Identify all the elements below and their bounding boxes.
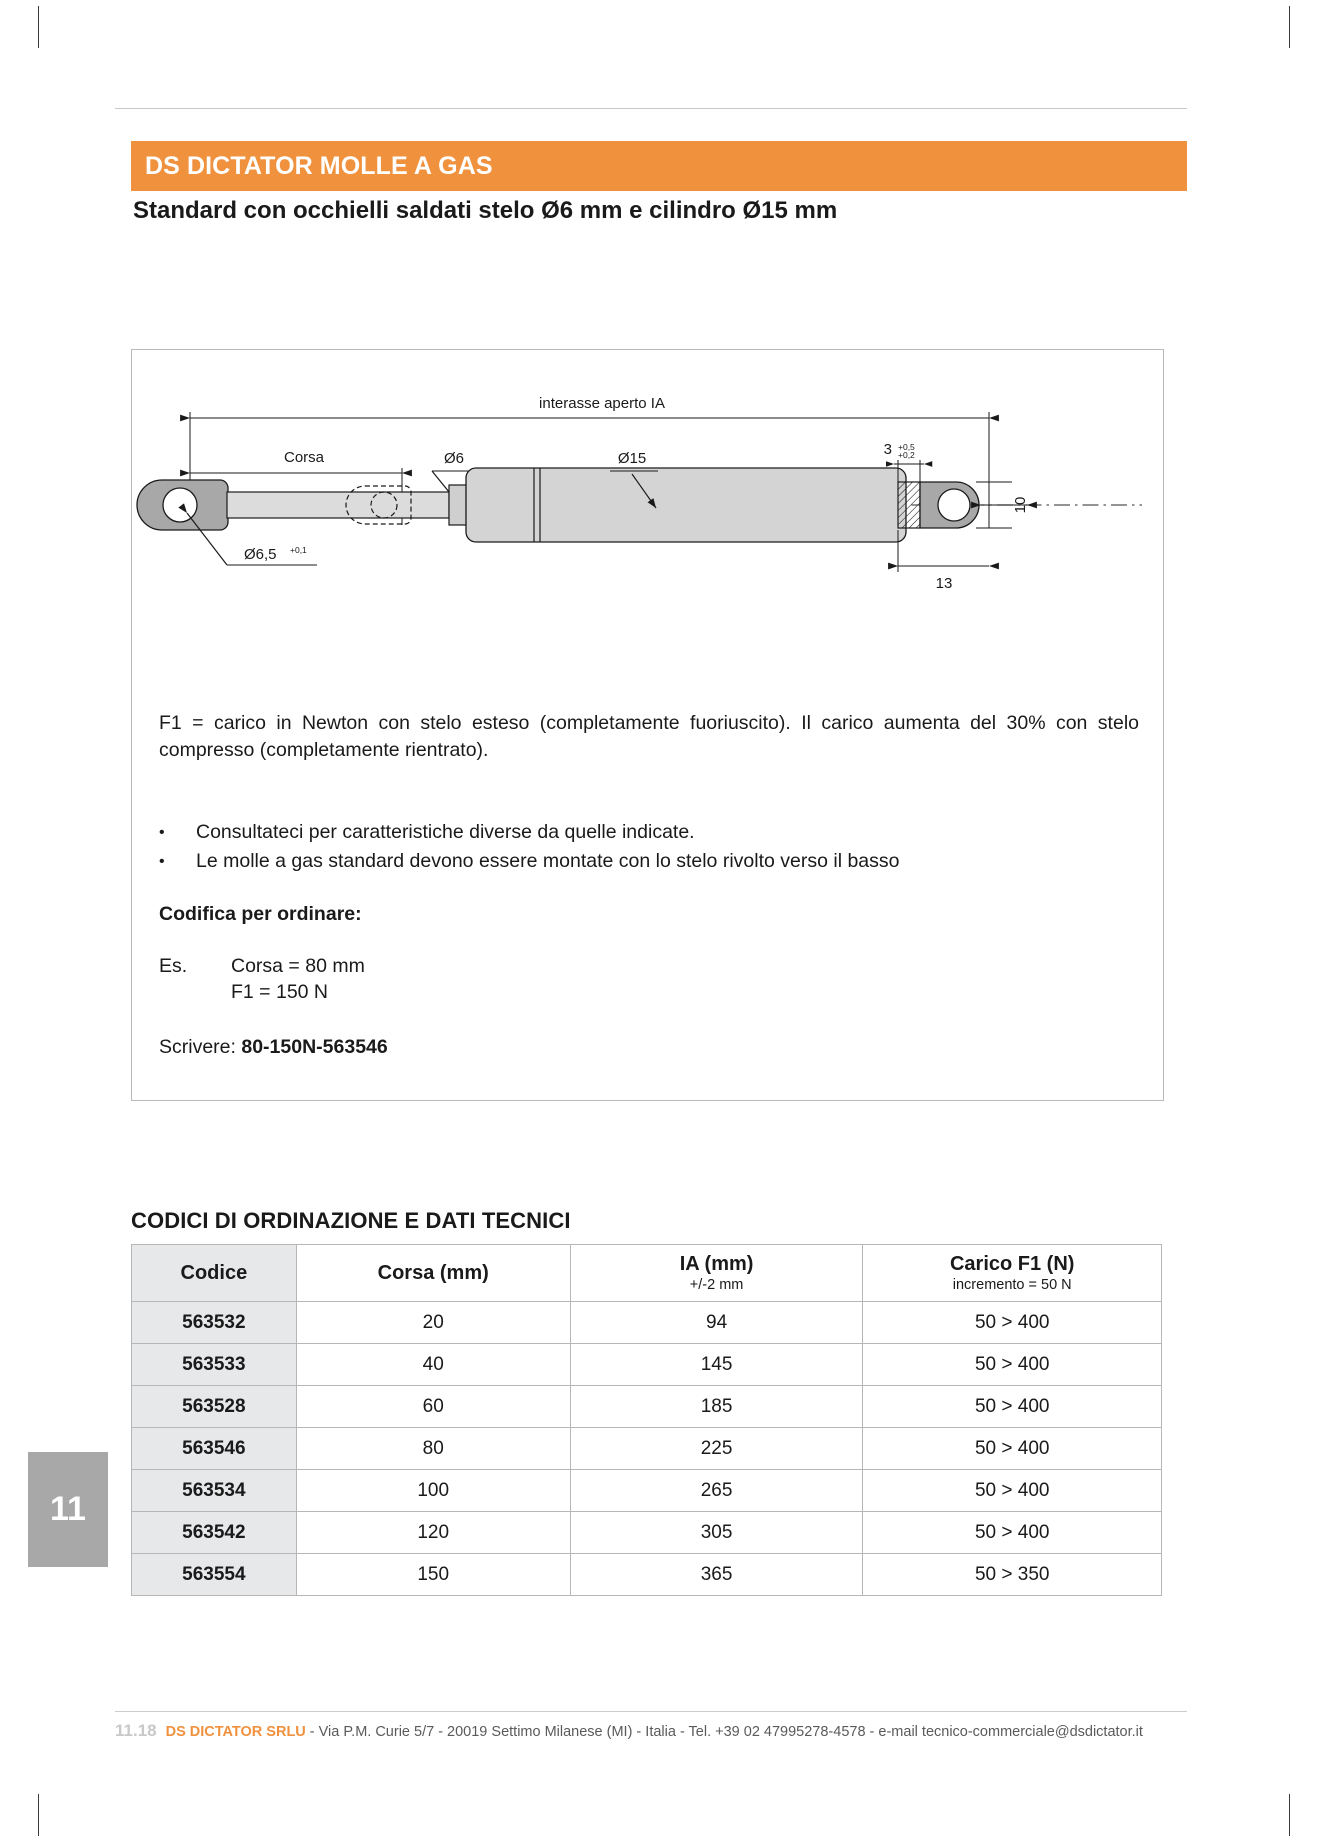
bullet-marker-icon: • xyxy=(159,824,165,841)
product-info-panel xyxy=(131,349,1164,1101)
column-header-ia-label: IA (mm) xyxy=(679,1253,754,1275)
cell-carico: 50 > 400 xyxy=(863,1302,1162,1344)
cell-ia: 94 xyxy=(570,1302,863,1344)
list-item-label: Le molle a gas standard devono essere montate con lo stelo rivolto verso il basso xyxy=(196,850,900,872)
crop-mark-top-left xyxy=(38,6,39,48)
column-header-ia xyxy=(570,1245,863,1302)
dimension-tolerance-lower: +0,2 xyxy=(898,450,915,460)
table-header-row xyxy=(132,1245,1162,1302)
cell-corsa: 80 xyxy=(296,1428,570,1470)
list-item xyxy=(159,818,1119,847)
cell-carico: 50 > 400 xyxy=(863,1512,1162,1554)
dimension-label-eyelet-hole-tolerance: +0,1 xyxy=(290,545,307,555)
ordering-code-example xyxy=(159,1036,388,1059)
cell-corsa: 60 xyxy=(296,1386,570,1428)
notes-bullet-list xyxy=(159,818,1119,876)
cell-codice: 563554 xyxy=(132,1554,297,1596)
example-label-spacer xyxy=(159,979,231,1005)
page-title: DS DICTATOR MOLLE A GAS xyxy=(145,151,493,180)
dimension-label-eyelet-length: 13 xyxy=(935,575,953,592)
page-footer xyxy=(115,1721,1205,1741)
cell-ia: 185 xyxy=(570,1386,863,1428)
page-number-tab: 11 xyxy=(28,1452,108,1567)
dimension-label-corsa: Corsa xyxy=(283,449,325,466)
list-item xyxy=(159,847,1119,876)
list-item-label: Consultateci per caratteristiche diverse da quelle indicate. xyxy=(196,821,695,843)
table-row xyxy=(132,1512,1162,1554)
footer-divider xyxy=(115,1711,1187,1712)
table-row xyxy=(132,1470,1162,1512)
column-header-codice xyxy=(132,1245,297,1302)
cell-codice: 563532 xyxy=(132,1302,297,1344)
dimension-label-eyelet-hole: Ø6,5 xyxy=(244,546,277,563)
scrivere-label: Scrivere: xyxy=(159,1036,236,1058)
column-header-carico-label: Carico F1 (N) xyxy=(949,1253,1075,1275)
dimension-label-cylinder-diameter: Ø15 xyxy=(617,450,647,467)
footer-address: - Via P.M. Curie 5/7 - 20019 Settimo Milanese (MI) - Italia - Tel. +39 02 47995278-4578 - e-mail tecnico-commerciale@dsdictator.it xyxy=(309,1724,1143,1740)
cell-codice: 563542 xyxy=(132,1512,297,1554)
example-stroke-value: Corsa = 80 mm xyxy=(231,955,365,977)
ordering-code-heading: Codifica per ordinare: xyxy=(159,903,362,925)
scrivere-code-value: 80-150N-563546 xyxy=(241,1036,388,1058)
example-force-value: F1 = 150 N xyxy=(231,981,329,1003)
cell-ia: 225 xyxy=(570,1428,863,1470)
cell-ia: 145 xyxy=(570,1344,863,1386)
dimension-tolerance-upper: +0,5 xyxy=(898,442,915,452)
cell-carico: 50 > 400 xyxy=(863,1470,1162,1512)
cell-codice: 563546 xyxy=(132,1428,297,1470)
cell-ia: 305 xyxy=(570,1512,863,1554)
column-header-carico-sublabel: incremento = 50 N xyxy=(952,1277,1072,1293)
cell-codice: 563528 xyxy=(132,1386,297,1428)
brand-title-bar xyxy=(131,141,1187,191)
cell-corsa: 20 xyxy=(296,1302,570,1344)
cell-carico: 50 > 350 xyxy=(863,1554,1162,1596)
column-header-corsa-label: Corsa (mm) xyxy=(377,1261,489,1284)
column-header-ia-sublabel: +/-2 mm xyxy=(689,1277,744,1293)
cell-ia: 265 xyxy=(570,1470,863,1512)
crop-mark-top-right xyxy=(1289,6,1290,48)
cell-carico: 50 > 400 xyxy=(863,1386,1162,1428)
footer-page-code: 11.18 xyxy=(115,1721,157,1740)
cell-codice: 563534 xyxy=(132,1470,297,1512)
load-description-paragraph: F1 = carico in Newton con stelo esteso (completamente fuoriuscito). Il carico aumenta del 30% con stelo compresso (completamente rientrato). xyxy=(159,712,1139,761)
table-section-heading: CODICI DI ORDINAZIONE E DATI TECNICI xyxy=(131,1208,571,1233)
dimension-label-eyelet-height: 10 xyxy=(1012,496,1029,514)
cell-codice: 563533 xyxy=(132,1344,297,1386)
bullet-marker-icon: • xyxy=(159,853,165,870)
dimension-label-rod-diameter: Ø6 xyxy=(443,450,465,467)
cell-corsa: 120 xyxy=(296,1512,570,1554)
table-row xyxy=(132,1554,1162,1596)
crop-mark-bottom-right xyxy=(1289,1794,1290,1836)
ordering-codes-table xyxy=(131,1244,1162,1596)
top-divider xyxy=(115,108,1187,109)
cell-corsa: 40 xyxy=(296,1344,570,1386)
dimension-label-interasse: interasse aperto IA xyxy=(539,395,665,412)
page-subtitle: Standard con occhielli saldati stelo Ø6 mm e cilindro Ø15 mm xyxy=(133,197,838,224)
dimension-label-weld-thickness: 3 xyxy=(883,441,892,458)
table-row xyxy=(132,1386,1162,1428)
table-row xyxy=(132,1344,1162,1386)
example-label: Es. xyxy=(159,955,188,977)
cell-carico: 50 > 400 xyxy=(863,1344,1162,1386)
cell-ia: 365 xyxy=(570,1554,863,1596)
crop-mark-bottom-left xyxy=(38,1794,39,1836)
cell-carico: 50 > 400 xyxy=(863,1428,1162,1470)
cell-corsa: 100 xyxy=(296,1470,570,1512)
cell-corsa: 150 xyxy=(296,1554,570,1596)
column-header-codice-label: Codice xyxy=(180,1261,248,1284)
footer-company-name: DS DICTATOR SRLU xyxy=(165,1724,306,1740)
gas-spring-technical-drawing xyxy=(132,350,1163,670)
ordering-example xyxy=(159,953,365,1005)
table-row xyxy=(132,1428,1162,1470)
column-header-carico xyxy=(863,1245,1162,1302)
column-header-corsa xyxy=(296,1245,570,1302)
table-row xyxy=(132,1302,1162,1344)
